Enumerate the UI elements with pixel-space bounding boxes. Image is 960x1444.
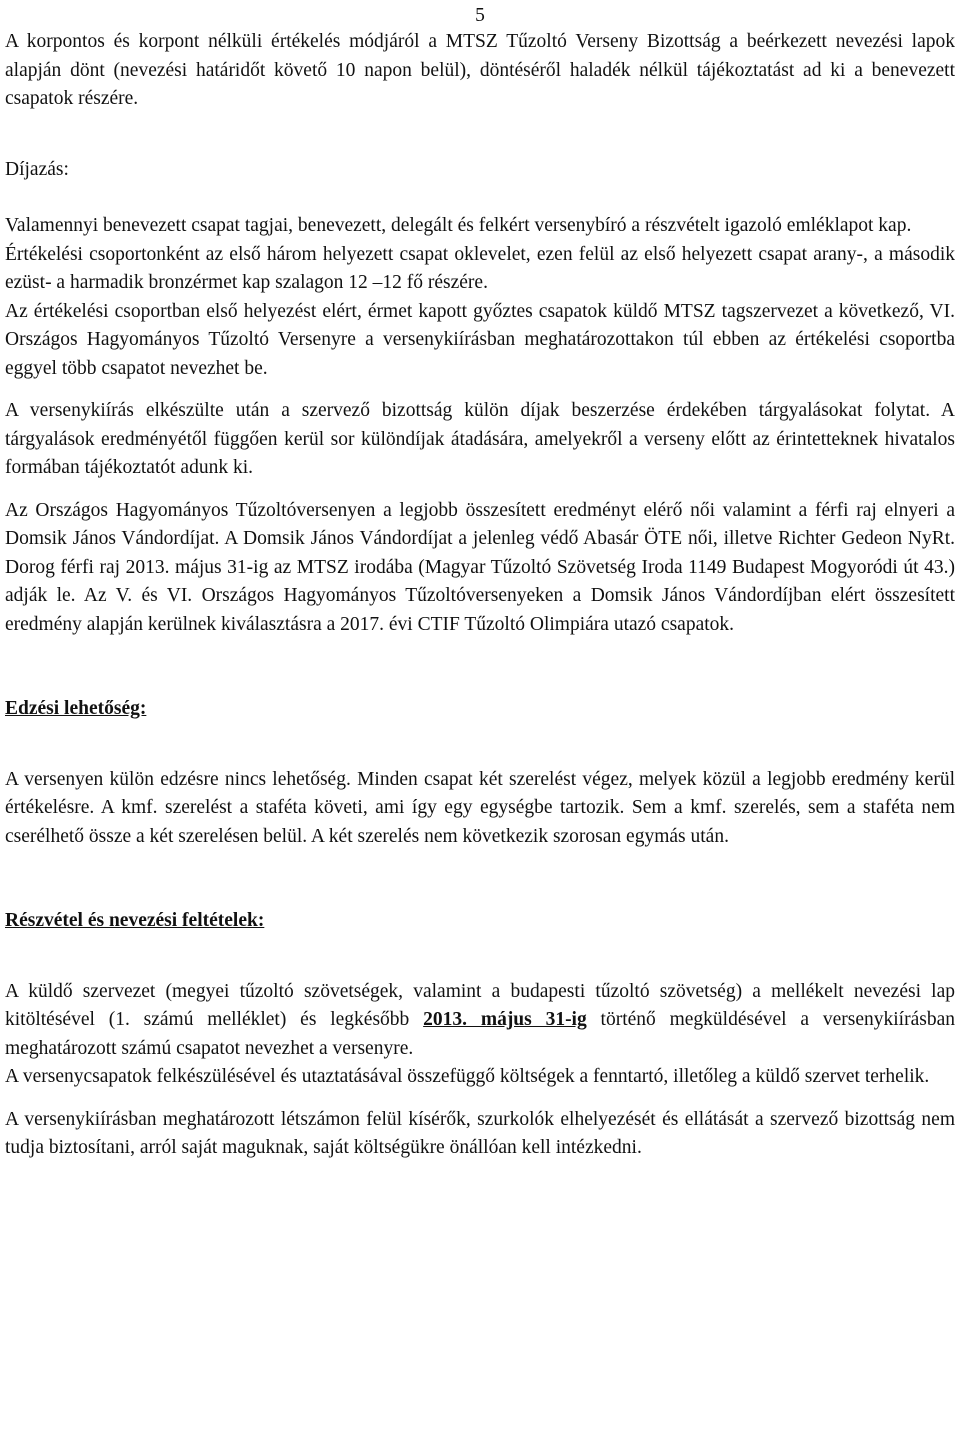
paragraph-entry [5,978,955,1064]
heading-reszvetel: Részvétel és nevezési feltételek: [5,910,265,931]
paragraph-special-prizes: A versenykiírás elkészülte után a szervező bizottság külön díjak beszerzése érdekében tárgyalásokat folytat. A tárgyalások eredményétől függően kerül sor különdíjak átadására, amelyekről a verseny előtt az érintetteknek hivatalos formában tájékoztatót adunk ki. [5,400,955,478]
paragraph-accommodation: A versenykiírásban meghatározott létszámon felül kísérők, szurkolók elhelyezését és ellátását a szervező bizottság nem tudja biztosítani, arról saját maguknak, saját költségükre önállóan kell intézkedni. [5,1108,955,1158]
paragraph-training: A versenyen külön edzésre nincs lehetőség. Minden csapat két szerelést végez, melyek közül a legjobb eredmény kerül értékelésre. A kmf. szerelést a staféta követi, ami így egy egységbe tartozik. Sem a kmf. szerelés, sem a staféta nem cserélhető össze a két szerelésen belül. A két szerelés nem következik szorosan egymás után. [5,768,955,847]
paragraph-commemorative-sheet: Valamennyi benevezett csapat tagjai, benevezett, delegált és felkért versenybíró a részvételt igazoló emléklapot kap. [5,215,912,236]
entry-text-after: történő megküldésével a versenykiírásban meghatározott számú csapatot nevezhet a versenyre. [5,1009,955,1059]
heading-edzesi-lehetoseg: Edzési lehetőség: [5,698,147,719]
paragraph-extra-team: Az értékelési csoportban első helyezést elért, érmet kapott győztes csapatok küldő MTSZ tagszervezet a következő, VI. Országos Hagyományos Tűzoltó Versenyre a versenykiírásban meghatározottakon túl ebben az értékelési csoportba eggyel több csapatot nevezhet be. [5,300,955,379]
entry-deadline: 2013. május 31-ig [423,1009,587,1030]
document-body [5,28,955,1163]
paragraph-evaluation-method: A korpontos és korpont nélküli értékelés módjáról a MTSZ Tűzoltó Verseny Bizottság a beérkezett nevezési lapok alapján dönt (nevezési határidőt követő 10 napon belül), döntéséről haladék nélkül tájékoztatást ad ki a benevezett csapatok részére. [5,31,955,109]
paragraph-domsik-trophy: Az Országos Hagyományos Tűzoltóversenyen a legjobb összesített eredményt elérő női valamint a férfi raj elnyeri a Domsik János Vándordíjat. A Domsik János Vándordíjat a jelenleg védő Abasár ÖTE női, illetve Richter Gedeon NyRt. Dorog férfi raj 2013. május 31-ig az MTSZ irodába (Magyar Tűzoltó Szövetség Iroda 1149 Budapest Mogyoródi út 43.) adják le. Az V. és VI. Országos Hagyományos Tűzoltóversenyeken a Domsik János Vándordíjban elért összesített eredmény alapján kerülnek kiválasztásra a 2017. évi CTIF Tűzoltó Olimpiára utazó csapatok. [5,499,955,635]
page-number: 5 [475,5,485,26]
paragraph-medals: Értékelési csoportonként az első három helyezett csapat oklevelet, ezen felül az első helyezett csapat arany-, a második ezüst- a harmadik bronzérmet kap szalagon 12 –12 fő részére. [5,243,955,293]
entry-text-before: A küldő szervezet (megyei tűzoltó szövetségek, valamint a budapesti tűzoltó szövetség) a mellékelt nevezési lap kitöltésével (1. számú melléklet) és legkésőbb [5,980,955,1030]
paragraph-costs: A versenycsapatok felkészülésével és utaztatásával összefüggő költségek a fenntartó, illetőleg a küldő szervet terhelik. [5,1066,930,1087]
label-dijazas: Díjazás: [5,158,69,180]
